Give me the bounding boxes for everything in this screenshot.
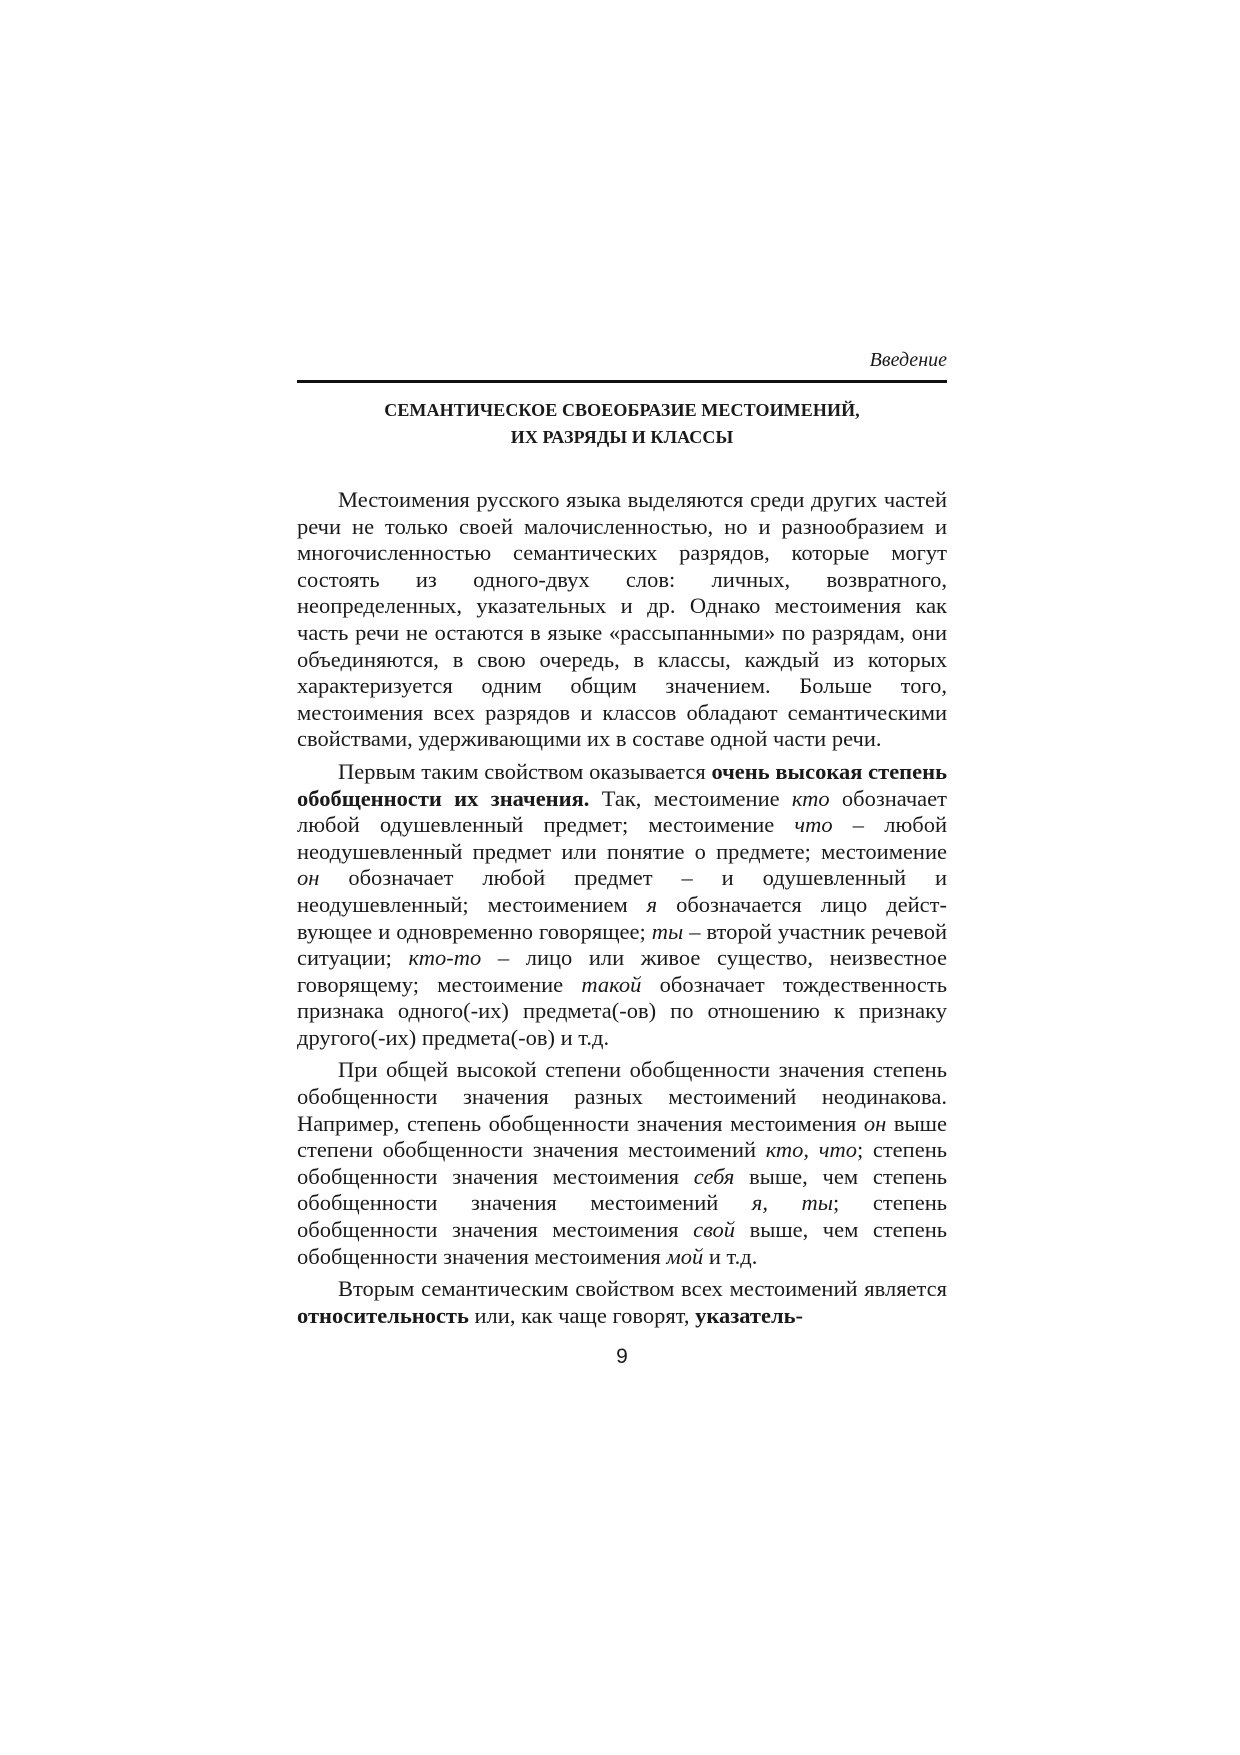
text-run: – второй участник речевой ситуации; (297, 918, 947, 971)
text-run: При общей высокой степени обобщенности значения степень обобщенности значения разных местоимений неодинакова. Например, степень обобщенности значения местоимения (297, 1057, 947, 1136)
text-run: Местоимения русского языка выделяются среди других частей речи не только своей малочисленностью, но и разнообразием и многочисленностью семантических разрядов, которые могут состоять из одного-двух слов: личных, возвратного, неопределенных, указательных и др. Однако местоимения как часть речи не остаются в языке «рассыпанными» по разрядам, они объединяются, в свою очередь, в классы, каждый из которых характеризуется одним общим значением. Больше того, местоимения всех разрядов и классов обладают семантическими свойствами, удерживающими их в составе одной части речи. (297, 487, 947, 752)
text-run: ; степень обобщенности значения местоимения (297, 1190, 948, 1243)
text-run: Так, местоимение (589, 785, 792, 811)
italic-term: такой (581, 971, 642, 997)
section-heading-line-1: СЕМАНТИЧЕСКОЕ СВОЕОБРАЗИЕ МЕСТОИМЕНИЙ, (384, 400, 860, 420)
text-run: Первым таким свойством оказывается (338, 758, 712, 784)
text-run: обозначает любой предмет – и одушевленный и неодушевленный; местоимением (297, 865, 947, 917)
italic-term: что (794, 812, 833, 838)
bold-term: относительность (297, 1302, 469, 1328)
italic-term: кто-то (408, 945, 482, 971)
page-number: 9 (616, 1345, 628, 1368)
bold-term: указатель- (695, 1302, 803, 1328)
italic-term: кто, что (765, 1137, 857, 1163)
italic-term: он (863, 1110, 887, 1136)
text-run: выше, чем степень обобщенности значения местоимений (297, 1163, 947, 1216)
italic-term: мой (666, 1243, 704, 1269)
text-run: – любой неодушевленный предмет или понятие о предмете; местоимение (297, 812, 947, 864)
page-number-area (297, 0, 947, 1755)
text-run: выше, чем степень обобщенности значения местоимения (297, 1217, 948, 1269)
text-run: Вторым семантическим свойством всех местоимений является (338, 1276, 947, 1302)
section-heading-line-2: ИХ РАЗРЯДЫ И КЛАССЫ (510, 427, 734, 447)
running-head: Введение (869, 349, 947, 371)
italic-term: он (297, 865, 320, 891)
italic-term: я, ты (751, 1190, 834, 1216)
italic-term: себя (693, 1163, 735, 1189)
text-run: обозначает тождественность признака одного(-их) предмета(-ов) по отношению к признаку другого(-их) предмета(-ов) и т.д. (297, 971, 947, 1050)
italic-term: ты (651, 918, 684, 944)
text-run: и т.д. (703, 1243, 758, 1269)
text-run: – лицо или живое существо, неизвестное говорящему; местоимение (297, 945, 947, 997)
italic-term: свой (693, 1217, 736, 1243)
text-run: ; степень обобщенности значения местоимения (297, 1137, 947, 1189)
text-run: или, как чаще говорят, (468, 1302, 696, 1328)
italic-term: я (646, 891, 658, 917)
text-run: обозначает любой одушевленный предмет; местоимение (297, 785, 947, 838)
bold-term: очень высокая степень обобщенности их значения. (297, 758, 947, 811)
text-run: обозначается лицо действующее и одновременно говорящее; (297, 891, 947, 944)
text-run: выше степени обобщенности значения местоимений (297, 1110, 947, 1163)
italic-term: кто (791, 785, 830, 811)
